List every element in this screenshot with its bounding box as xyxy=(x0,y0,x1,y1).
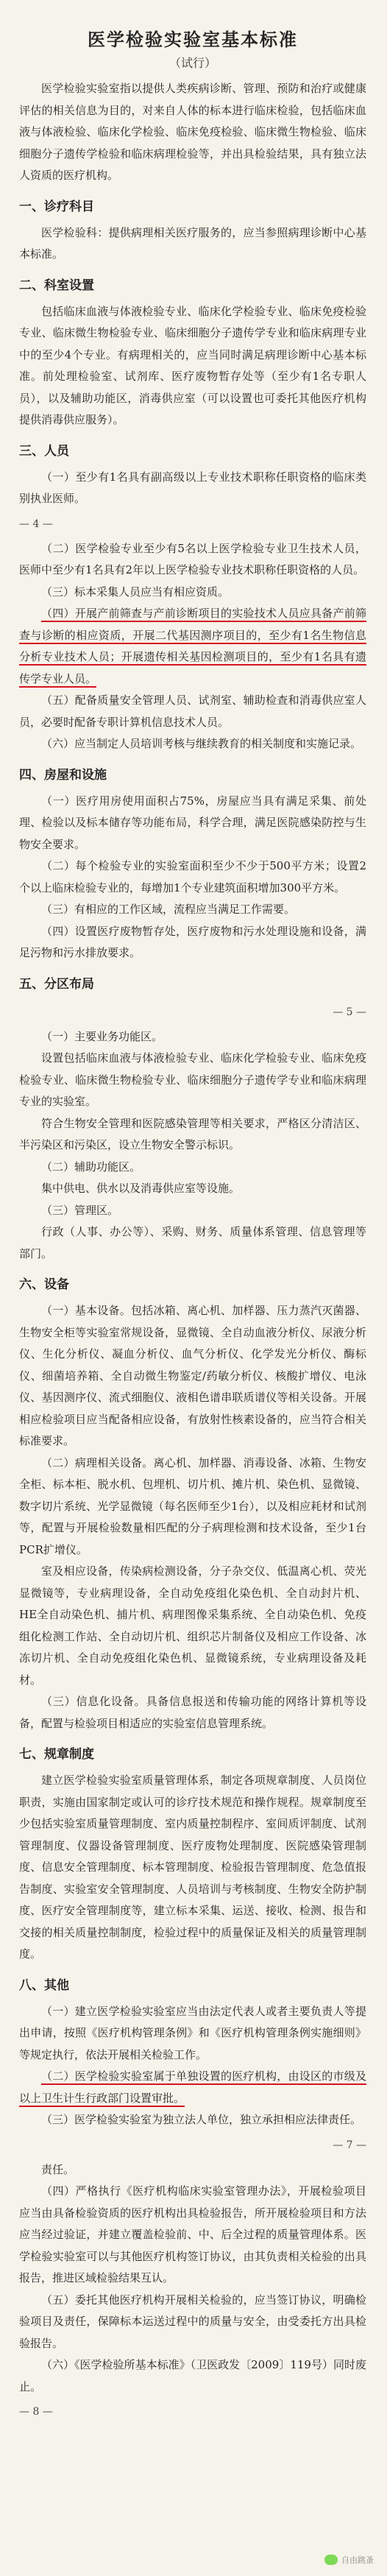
section-heading: 六、设备 xyxy=(19,1277,69,1292)
highlight-text: 开展二代基因测序项目的，至少有1名生物信息分析专业技术人员；开展遗传相关基因检测项目的，至少有1名具有遗传学专业人员。 xyxy=(19,628,366,685)
paragraph: （一）建立医学检验实验室应当由法定代表人或者主要负责人等提出申请，按照《医疗机构管理条例》和《医疗机构管理条例实施细则》等规定执行，依法开展相关检验工作。 xyxy=(19,2004,366,2061)
document-title: 医学检验实验室基本标准 xyxy=(88,29,298,50)
paragraph: 建立医学检验实验室质量管理体系，制定各项规章制度、人员岗位职责，实施由国家制定或认可的诊疗技术规范和操作规程。规章制度至少包括实验室质量管理制度、室内质量控制程序、室间质评制度、试剂管理制度、仪器设备管理制度、医疗废物处理制度、医院感染管理制度、信息安全管理制度、标本管理制度、检验报告管理制度、危急值报告制度、实验室安全管理制度、人员培训与考核制度、生物安全防护制度、医疗安全管理制度等，建立标本采集、运送、接收、检测、报告和交接的相关质量控制制度，检验过程中的质量保证及相关的质量管理制度。 xyxy=(19,1774,366,1961)
page-number: — 8 — xyxy=(19,2406,53,2418)
intro-paragraph: 医学检验实验室指以提供人类疾病诊断、管理、预防和治疗或健康评估的相关信息为目的，对来自人体的标本进行临床检验，包括临床血液与体液检验、临床化学检验、临床免疫检验、临床微生物检验、临床细胞分子遗传学检验和临床病理检验等，并出具检验结果，具有独立法人资质的医疗机构。 xyxy=(19,82,366,182)
watermark-text: 自由跳蚤 xyxy=(341,2555,374,2565)
highlight-text: （二）医学检验实验室属于单独设置的医疗机构，由设区的市 xyxy=(41,2069,344,2083)
paragraph: （六）《医学检验所基本标准》（卫医政发〔2009〕119号）同时废止。 xyxy=(19,2358,366,2393)
paragraph: 包括临床血液与体液检验专业、临床化学检验专业、临床免疫检验专业、临床微生物检验专业、临床细胞分子遗传学专业和临床病理专业中的至少4个专业。有病理相关的，应当同时满足病理诊断中心基本标准。前处理检验室、试剂库、医疗废物暂存处等（至少有1名专职人员），以及辅助功能区，消毒供应室（可以设置也可委托其他医疗机构提供消毒供应服务）。 xyxy=(19,304,366,426)
paragraph: （三）管理区。 xyxy=(41,1203,119,1217)
section-heading: 二、科室设置 xyxy=(19,278,94,293)
document-subtitle: （试行） xyxy=(168,56,216,70)
section-heading: 一、诊疗科目 xyxy=(19,199,94,214)
paragraph: （二）病理相关设备。离心机、加样器、消毒设备、冰箱、生物安全柜、标本柜、脱水机、包埋机、切片机、摊片机、染色机、显微镜、数字切片系统、光学显微镜（每名医师至少1台），以及相应耗材和试剂等，配置与开展检验数量相匹配的分子病理检测和技术设备，至少1台PCR扩增仪。 xyxy=(19,1455,366,1556)
paragraph: 责任。 xyxy=(41,2162,75,2176)
paragraph: （三）标本采集人员应当有相应资质。 xyxy=(41,585,230,599)
paragraph: 医学检验科：提供病理相关医疗服务的，应当参照病理诊断中心基本标准。 xyxy=(19,225,366,261)
page-number: — 5 — xyxy=(333,1006,366,1018)
paragraph: （一）医疗用房使用面积占75%，房屋应当具有满足采集、前处理、检验以及标本储存等功能布局，科学合理，满足医院感染防控与生物安全要求。 xyxy=(19,794,366,851)
page-number: — 7 — xyxy=(333,2139,366,2151)
paragraph: （五）配备质量安全管理人员、试剂室、辅助检查和消毒供应室人员，必要时配备专职计算机信息技术人员。 xyxy=(19,694,366,729)
section-heading: 五、分区布局 xyxy=(19,976,94,992)
paragraph: 设置包括临床血液与体液检验专业、临床化学检验专业、临床免疫检验专业、临床微生物检验专业、临床细胞分子遗传学专业和临床病理专业的实验室。 xyxy=(19,1051,366,1108)
highlight-text: （四）开展产前筛查与产前诊断项目的实验技术人员应具备产前筛查与诊断的相应资质， xyxy=(19,607,366,642)
paragraph: 集中供电、供水以及消毒供应室等设施。 xyxy=(41,1182,241,1195)
paragraph: 行政（人事、办公等）、采购、财务、质量体系管理、信息管理等部门。 xyxy=(19,1225,366,1260)
paragraph: （三）信息化设备。具备信息报送和传输功能的网络计算机等设备，配置与检验项目相适应的实验室信息管理系统。 xyxy=(19,1695,366,1730)
paragraph: （四）设置医疗废物暂存处，医疗废物和污水处理设施和设备，满足污物和污水排放要求。 xyxy=(19,924,366,959)
paragraph: （六）应当制定人员培训考核与继续教育的相关制度和实施记录。 xyxy=(41,737,362,750)
watermark xyxy=(324,2554,374,2566)
section-heading: 七、规章制度 xyxy=(19,1747,94,1762)
paragraph: （三）医学检验实验室为独立法人单位，独立承担相应法律责任。 xyxy=(41,2113,362,2126)
highlight-text: 级及以上卫生计生行政部门设置审批。 xyxy=(19,2069,366,2105)
paragraph: （一）主要业务功能区。 xyxy=(41,1029,163,1043)
paragraph: （一）至少有1名具有副高级以上专业技术职称任职资格的临床类别执业医师。 xyxy=(19,470,366,505)
wechat-icon xyxy=(324,2555,338,2565)
highlighted-paragraph xyxy=(19,603,366,690)
section-heading: 八、其他 xyxy=(19,1977,69,1993)
paragraph: （二）每个检验专业的实验室面积至少不少于500平方米；设置2个以上临床检验专业的，每增加1个专业建筑面积增加300平方米。 xyxy=(19,859,366,894)
section-heading: 四、房屋和设施 xyxy=(19,767,107,783)
paragraph: 符合生物安全管理和医院感染管理等相关要求，严格区分清洁区、半污染区和污染区，设立生物安全警示标识。 xyxy=(19,1116,366,1151)
paragraph: （四）严格执行《医疗机构临床实验室管理办法》，开展检验项目应当由具备检验资质的医疗机构出具检验报告，所开展检验项目和方法应当经过验证，并建立覆盖检验前、中、后全过程的质量管理体系。医学检验实验室可以与其他医疗机构签订协议，由其负责相关检验的出具报告，推进区域检验结果互认。 xyxy=(19,2184,366,2284)
highlighted-paragraph xyxy=(19,2066,366,2109)
section-heading: 三、人员 xyxy=(19,443,69,459)
page-number: — 4 — xyxy=(19,518,53,530)
paragraph: （二）医学检验专业至少有5名以上医学检验专业卫生技术人员，医师中至少有1名具有2年以上医学检验专业技术职称任职资格的人员。 xyxy=(19,541,366,576)
paragraph: 室及相应设备，传染病检测设备，分子杂交仪、低温离心机、荧光显微镜等，专业病理设备，全自动免疫组化染色机、全自动封片机、HE全自动染色机、捕片机、病理图像采集系统、全自动染色机、免疫组化检测工作站、全自动切片机、组织芯片制备仪及相应工作设备、冰冻切片机、全自动免疫组化染色机、显微镜系统，专业病理设备及耗材。 xyxy=(19,1564,366,1687)
paragraph: （一）基本设备。包括冰箱、离心机、加样器、压力蒸汽灭菌器、生物安全柜等实验室常规设备，显微镜、全自动血液分析仪、尿液分析仪、生化分析仪、凝血分析仪、血气分析仪、化学发光分析仪、酶标仪、细菌培养箱、全自动微生物鉴定/药敏分析仪、核酸扩增仪、电泳仪、基因测序仪、流式细胞仪、液相色谱串联质谱仪等相关设备。开展相应检验项目应当配备相应设备，有放射性核素设备的，应当符合相关标准要求。 xyxy=(19,1304,366,1447)
paragraph: （三）有相应的工作区域，流程应当满足工作需要。 xyxy=(41,903,296,916)
paragraph: （五）委托其他医疗机构开展相关检验的，应当签订协议，明确检验项目及责任，保障标本运送过程中的质量与安全，由受委托方出具检验报告。 xyxy=(19,2293,366,2350)
paragraph: （二）辅助功能区。 xyxy=(41,1160,141,1174)
